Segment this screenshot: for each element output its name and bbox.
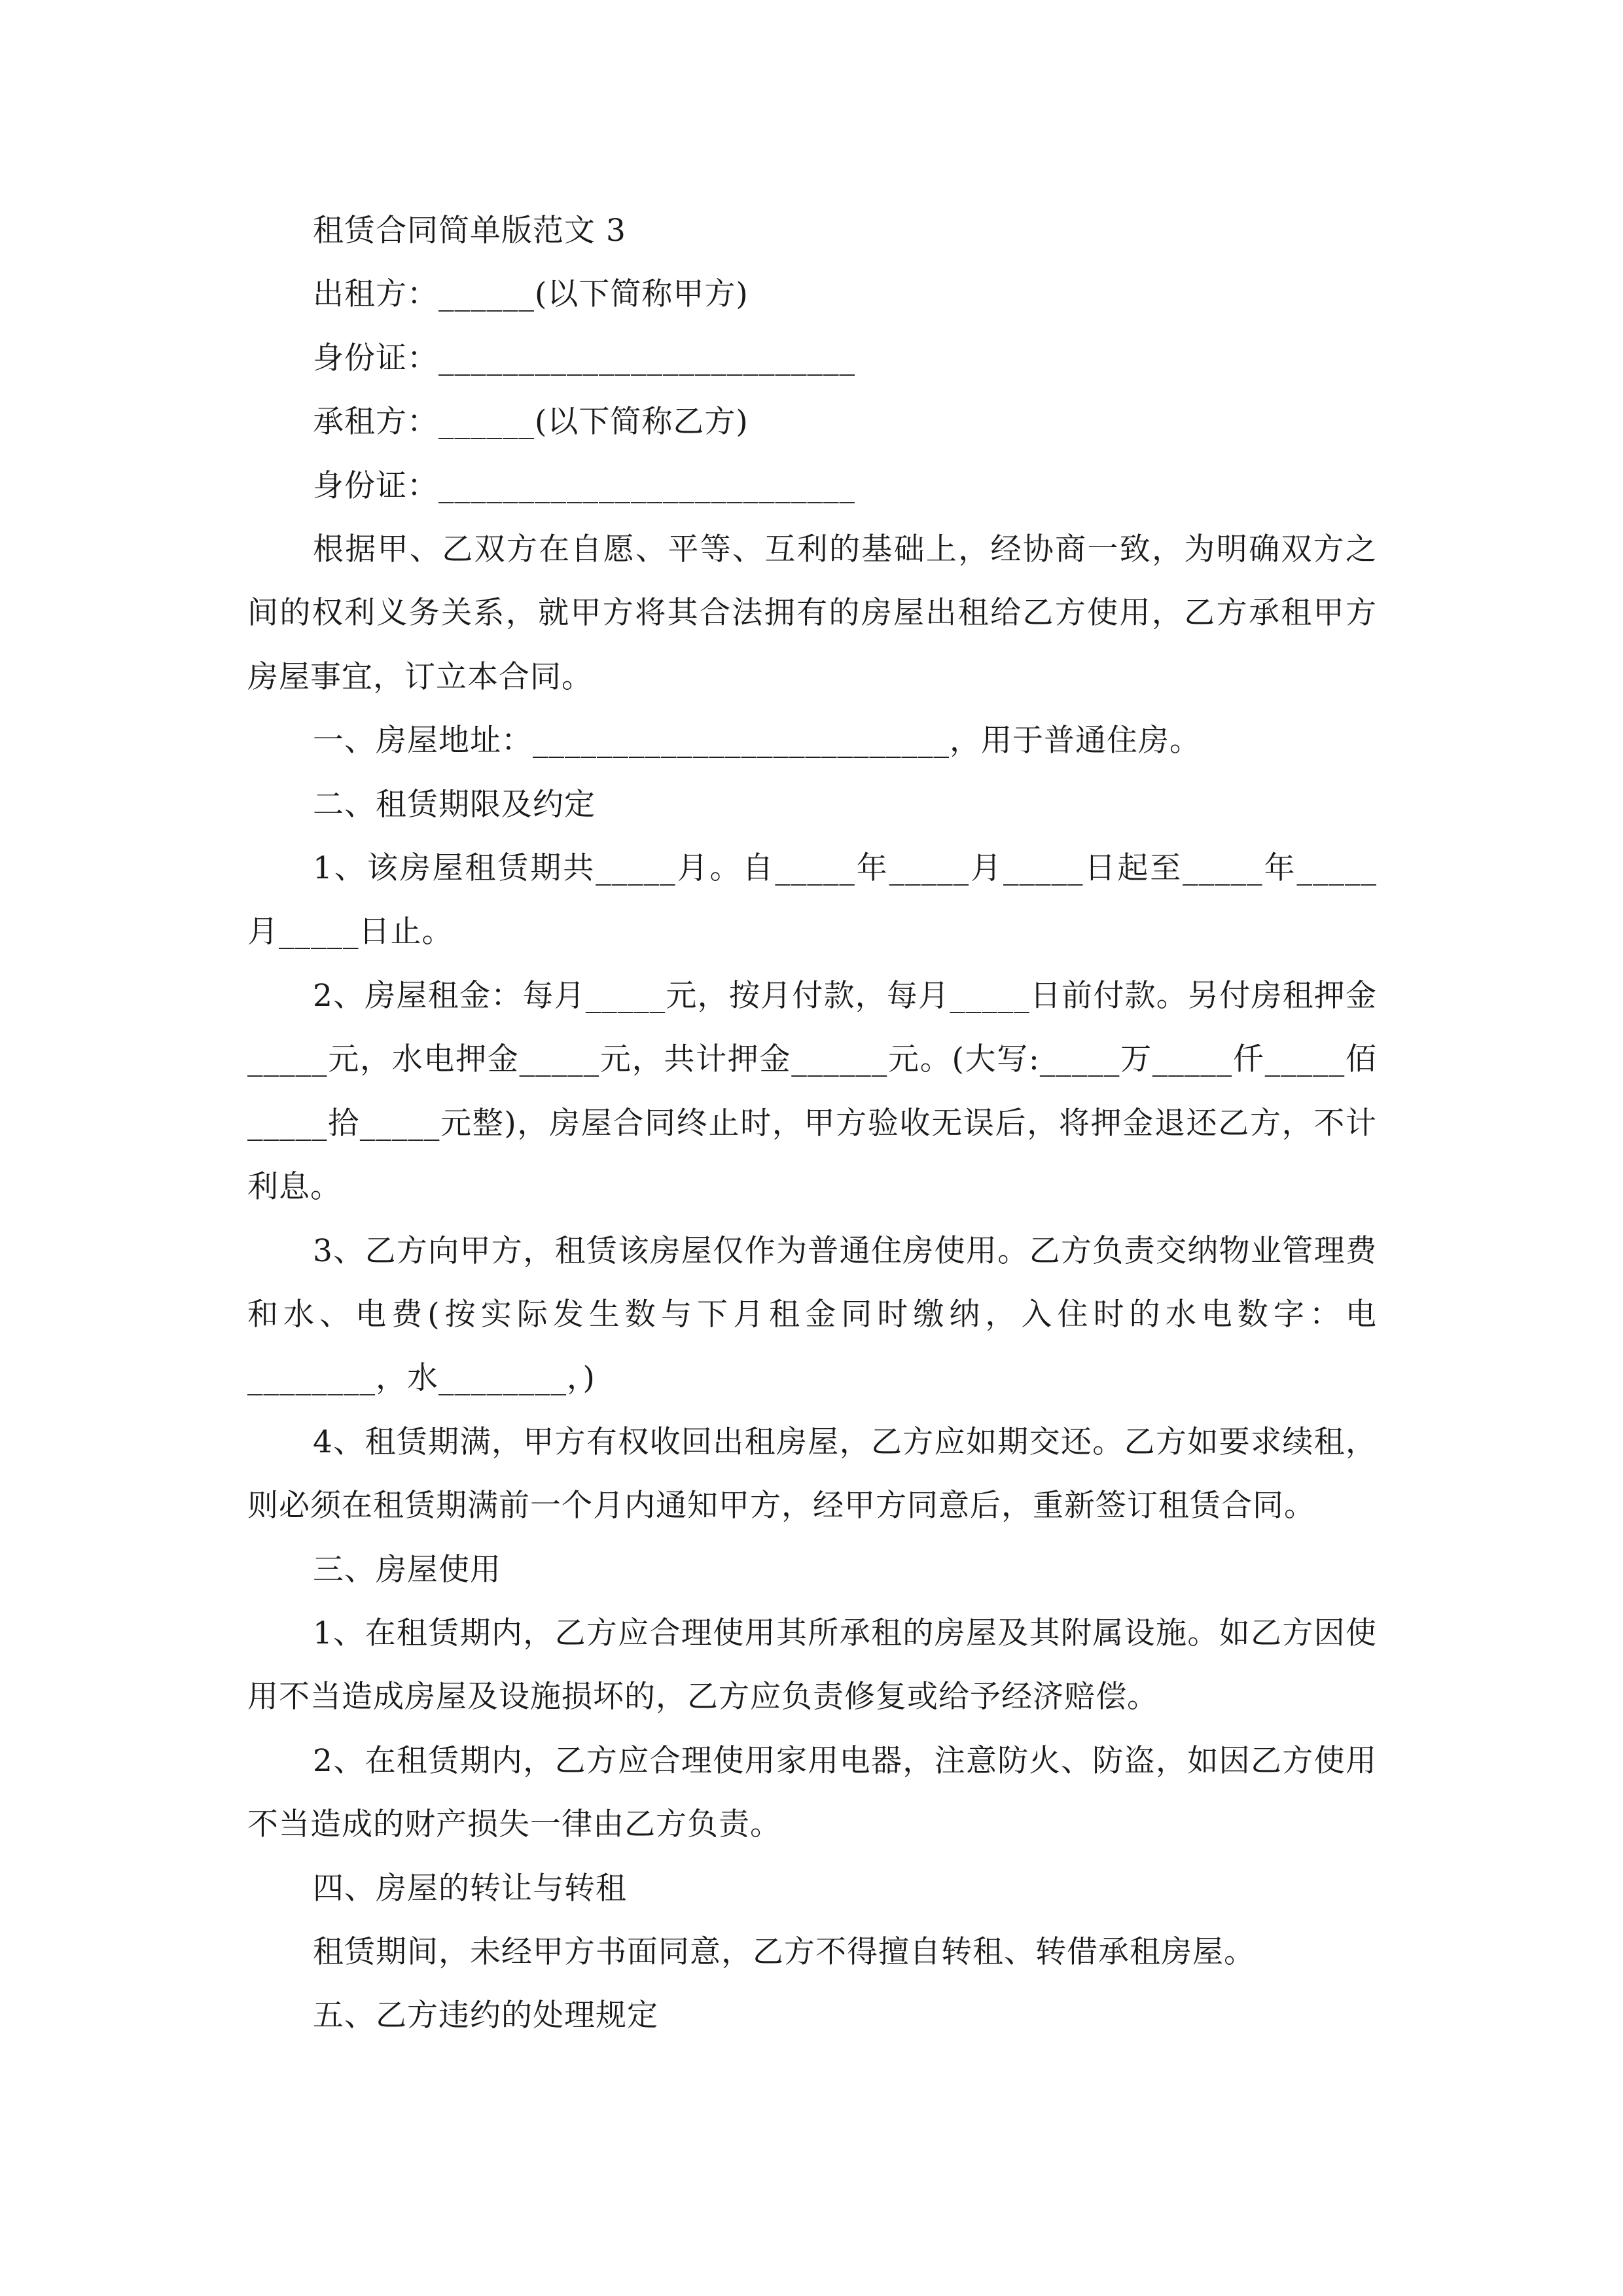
clause-4: 租赁期间，未经甲方书面同意，乙方不得擅自转租、转借承租房屋。: [313, 1933, 1255, 1970]
section-4-heading: 四、房屋的转让与转租: [313, 1870, 627, 1907]
lessee-id-line: 身份证：__________________________: [313, 467, 855, 504]
section-2-heading: 二、租赁期限及约定: [313, 786, 596, 823]
clause-2-3: 3、乙方向甲方，租赁该房屋仅作为普通住房使用。乙方负责交纳物业管理费和水、电费(按实际发生数与下月租金同时缴纳，入住时的水电数字：电________，水________，): [247, 1232, 1377, 1397]
document-title: 租赁合同简单版范文 3: [313, 213, 626, 249]
lessee-line: 承租方：______(以下简称乙方): [313, 404, 749, 440]
section-3-heading: 三、房屋使用: [313, 1551, 501, 1588]
clause-2-4: 4、租赁期满，甲方有权收回出租房屋，乙方应如期交还。乙方如要求续租，则必须在租赁期满前一个月内通知甲方，经甲方同意后，重新签订租赁合同。: [247, 1424, 1377, 1524]
clause-2-1: 1、该房屋租赁期共_____月。自_____年_____月_____日起至_____年_____月_____日止。: [247, 850, 1377, 950]
clause-3-1: 1、在租赁期内，乙方应合理使用其所承租的房屋及其附属设施。如乙方因使用不当造成房屋及设施损坏的，乙方应负责修复或给予经济赔偿。: [247, 1615, 1377, 1715]
clause-2-2: 2、房屋租金：每月_____元，按月付款，每月_____日前付款。另付房租押金_____元，水电押金_____元，共计押金______元。(大写:_____万_____仟_____佰_____拾_____元整)，房屋合同终止时，甲方验收无误后，将押金退还乙方，不计利息。: [247, 977, 1377, 1206]
section-1-address: 一、房屋地址：__________________________，用于普通住房。: [313, 723, 1201, 759]
lessor-id-line: 身份证：__________________________: [313, 340, 855, 376]
preamble-paragraph: 根据甲、乙双方在自愿、平等、互利的基础上，经协商一致，为明确双方之间的权利义务关系，就甲方将其合法拥有的房屋出租给乙方使用，乙方承租甲方房屋事宜，订立本合同。: [247, 531, 1377, 695]
contract-body: [247, 199, 1377, 2048]
section-5-heading: 五、乙方违约的处理规定: [313, 1998, 658, 2034]
clause-3-2: 2、在租赁期内，乙方应合理使用家用电器，注意防火、防盗，如因乙方使用不当造成的财产损失一律由乙方负责。: [247, 1742, 1377, 1843]
lessor-line: 出租方：______(以下简称甲方): [313, 276, 749, 313]
